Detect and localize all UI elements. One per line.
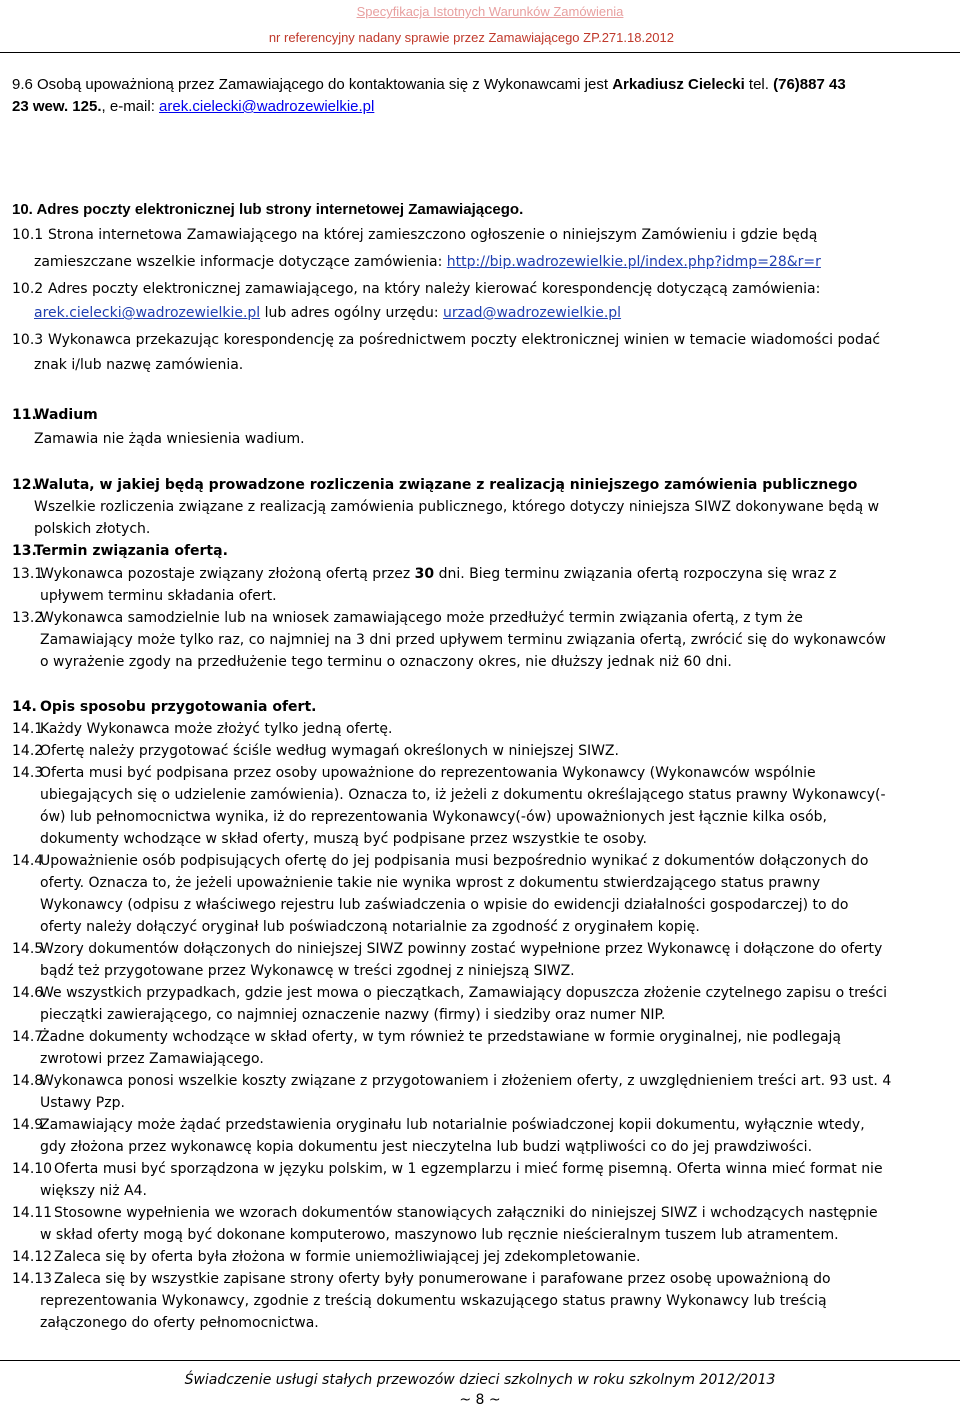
section-9-6-line2: 23 wew. 125., e-mail: arek.cielecki@wadrozewielkie.pl (12, 98, 375, 115)
section-10-1-line2: zamieszczane wszelkie informacje dotyczące zamówienia: http://bip.wadrozewielkie.pl/index.php?idmp=28&r=r (34, 254, 821, 270)
section-10-title: 10. Adres poczty elektronicznej lub strony internetowej Zamawiającego. (12, 201, 524, 218)
section-10-3-line2: znak i/lub nazwę zamówienia. (34, 357, 244, 373)
section-13-2-line3: o wyrażenie zgody na przedłużenie tego terminu o oznaczony okres, nie dłuższy jednak niż 60 dni. (40, 654, 732, 670)
header-reference: nr referencyjny nadany sprawie przez Zamawiającego ZP.271.18.2012 (268, 30, 674, 45)
item-text: Wzory dokumentów dołączonych do niniejszej SIWZ powinny zostać wypełnione przez Wykonawcę i dołączone do oferty (40, 941, 883, 957)
item-number: 14.3 (12, 765, 44, 781)
item-number: 14.7 (12, 1029, 44, 1045)
item-text: załączonego do oferty pełnomocnictwa. (40, 1315, 319, 1331)
item-text: Każdy Wykonawca może złożyć tylko jedną ofertę. (40, 721, 393, 737)
item-text: Ofertę należy przygotować ściśle według wymagań określonych w niniejszej SIWZ. (40, 743, 619, 759)
item-text: Wykonawca ponosi wszelkie koszty związane z przygotowaniem i złożeniem oferty, z uwzględnieniem treści art. 93 ust. 4 (40, 1073, 892, 1089)
item-text: większy niż A4. (40, 1183, 147, 1199)
item-text: Wykonawcy (odpisu z właściwego rejestru lub zaświadczenia o wpisie do ewidencji działalności gospodarczej) to do (40, 897, 849, 913)
header-divider (0, 52, 960, 53)
item-text: reprezentowania Wykonawcy, zgodnie z treścią dokumentu wskazującego status prawny Wykonawcy lub treścią (40, 1293, 827, 1309)
item-number: 14.2 (12, 743, 44, 759)
section-13-2-line2: Zamawiający może tylko raz, co najmniej na 3 dni przed upływem terminu związania ofertą, zwrócić się do wykonawców (40, 632, 886, 648)
item-text: pieczątki zawierającego, co najmniej oznaczenie nazwy (firmy) i siedziby oraz numer NIP. (40, 1007, 666, 1023)
bip-url-link[interactable]: http://bip.wadrozewielkie.pl/index.php?idmp=28&r=r (446, 254, 821, 270)
item-text: Oferta musi być sporządzona w języku polskim, w 1 egzemplarzu i mieć formę pisemną. Oferta winna mieć format nie (54, 1161, 883, 1177)
page-number: ~ 8 ~ (459, 1392, 501, 1408)
section-12-text-line2: polskich złotych. (34, 521, 151, 537)
item-text: dokumenty wchodzące w skład oferty, muszą być podpisane przez wszystkie te osoby. (40, 831, 647, 847)
item-number: 14.13 (12, 1271, 53, 1287)
item-text: gdy złożona przez wykonawcę kopia dokumentu jest nieczytelna lub budzi wątpliwości co do jej prawdziwości. (40, 1139, 813, 1155)
item-text: ubiegających się o udzielenie zamówienia). Oznacza to, iż jeżeli z dokumentu określającego status prawny Wykonawcy(- (40, 787, 886, 803)
section-10-2-line2: arek.cielecki@wadrozewielkie.pl lub adres ogólny urzędu: urzad@wadrozewielkie.pl (34, 305, 622, 321)
item-number: 14.6 (12, 985, 44, 1001)
item-text: oferty należy dołączyć oryginał lub poświadczoną notarialnie za zgodność z oryginałem kopię. (40, 919, 700, 935)
email-link-2[interactable]: urzad@wadrozewielkie.pl (443, 305, 622, 321)
item-text: bądź też przygotowane przez Wykonawcę w treści zgodnej z niniejszą SIWZ. (40, 963, 575, 979)
item-text: ów) lub pełnomocnictwa wynika, iż do reprezentowania Wykonawcy(-ów) upoważnionych jest łącznie kilka osób, (40, 809, 827, 825)
item-text: zwrotowi przez Zamawiającego. (40, 1051, 264, 1067)
item-text: Zamawiający może żądać przedstawienia oryginału lub notarialnie poświadczonej kopii dokumentu, wyłącznie wtedy, (40, 1117, 865, 1133)
item-text: Upoważnienie osób podpisujących ofertę do jej podpisania musi bezpośrednio wynikać z dokumentów dołączonych do (40, 853, 869, 869)
item-number: 14.10 (12, 1161, 53, 1177)
item-number: 14.9 (12, 1117, 44, 1133)
item-number: 14.4 (12, 853, 44, 869)
item-text: Zaleca się by oferta była złożona w formie uniemożliwiającej jej zdekompletowanie. (54, 1249, 641, 1265)
header-title: Specyfikacja Istotnych Warunków Zamówienia (356, 4, 624, 19)
footer-divider (0, 1360, 960, 1361)
item-text: Oferta musi być podpisana przez osoby upoważnione do reprezentowania Wykonawcy (Wykonawców wspólnie (40, 765, 816, 781)
footer-title: Świadczenie usługi stałych przewozów dzieci szkolnych w roku szkolnym 2012/2013 (184, 1372, 776, 1388)
item-number: 14.12 (12, 1249, 53, 1265)
item-text: oferty. Oznacza to, że jeżeli upoważnienie takie nie wynika wprost z dokumentu stwierdzającego status prawny (40, 875, 821, 891)
section-9-6: 9.6 Osobą upoważnioną przez Zamawiającego do kontaktowania się z Wykonawcami jest Arkadiusz Cielecki tel. (76)887 43 (12, 76, 846, 93)
item-text: Żadne dokumenty wchodzące w skład oferty, w tym również te przedstawiane w formie oryginalnej, nie podlegają (40, 1029, 842, 1045)
item-text: Stosowne wypełnienia we wzorach dokumentów stanowiących załączniki do niniejszej SIWZ i wchodzących następnie (54, 1205, 878, 1221)
section-12-text: Wszelkie rozliczenia związane z realizacją zamówienia publicznego, którego dotyczy niniejsza SIWZ dokonywane będą w (34, 499, 880, 515)
section-11-text: Zamawia nie żąda wniesienia wadium. (34, 431, 305, 447)
item-number: 14.1 (12, 721, 44, 737)
item-number: 14.11 (12, 1205, 53, 1221)
item-text: Ustawy Pzp. (40, 1095, 125, 1111)
item-text: We wszystkich przypadkach, gdzie jest mowa o pieczątkach, Zamawiający dopuszcza złożenie czytelnego zapisu o treści (40, 985, 888, 1001)
item-text: w skład oferty mogą być dokonane komputerowo, maszynowo lub ręcznie nieścieralnym tuszem lub atramentem. (40, 1227, 839, 1243)
section-13-1-line2: upływem terminu składania ofert. (40, 588, 277, 604)
contact-email-link[interactable]: arek.cielecki@wadrozewielkie.pl (159, 98, 375, 115)
email-link-1[interactable]: arek.cielecki@wadrozewielkie.pl (34, 305, 261, 321)
item-number: 14.5 (12, 941, 44, 957)
item-number: 14.8 (12, 1073, 44, 1089)
item-text: Zaleca się by wszystkie zapisane strony oferty były ponumerowane i parafowane przez osobę upoważnioną do (54, 1271, 831, 1287)
